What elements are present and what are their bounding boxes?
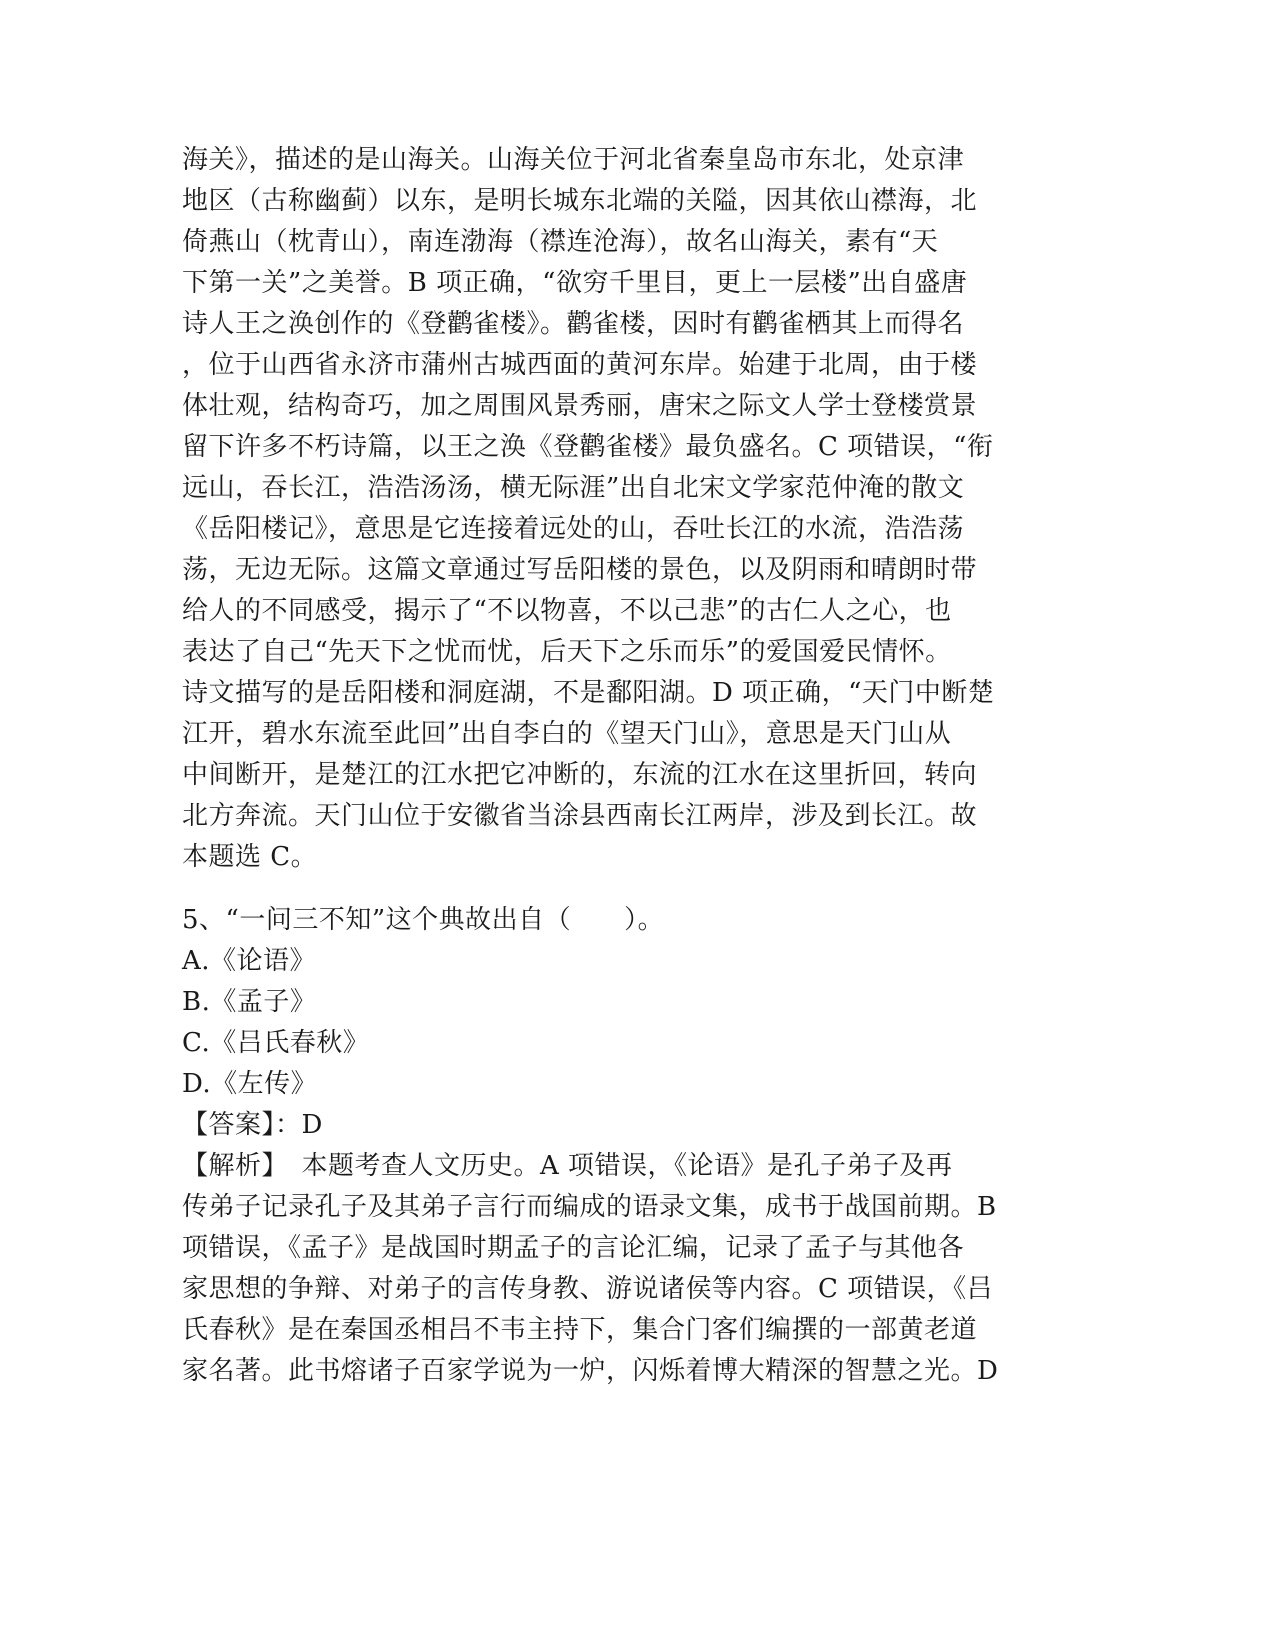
text-line: 给人的不同感受，揭示了“不以物喜，不以己悲”的古仁人之心，也 [182, 596, 952, 626]
text-line: 北方奔流。天门山位于安徽省当涂县西南长江两岸，涉及到长江。故 [182, 801, 978, 831]
question-5 [182, 900, 1082, 1392]
explanation-line: 氏春秋》是在秦国丞相吕不韦主持下，集合门客们编撰的一部黄老道 [182, 1315, 978, 1345]
option-b: B.《孟子》 [182, 987, 317, 1017]
text-line: 诗人王之涣创作的《登鹳雀楼》。鹳雀楼，因时有鹳雀栖其上而得名 [182, 309, 965, 339]
text-line: 远山，吞长江，浩浩汤汤，横无际涯”出自北宋文学家范仲淹的散文 [182, 473, 965, 503]
text-line: 荡，无边无际。这篇文章通过写岳阳楼的景色，以及阴雨和晴朗时带 [182, 555, 978, 585]
question-stem: 5、“一问三不知”这个典故出自（ ）。 [182, 905, 665, 935]
option-c: C.《吕氏春秋》 [182, 1028, 370, 1058]
answer-line: 【答案】：D [182, 1110, 323, 1140]
text-line: 体壮观，结构奇巧，加之周围风景秀丽，唐宋之际文人学士登楼赏景 [182, 391, 978, 421]
previous-explanation [182, 140, 1082, 878]
explanation-line: 【解析】 本题考查人文历史。A 项错误，《论语》是孔子弟子及再 [182, 1151, 953, 1181]
text-line: 倚燕山（枕青山），南连渤海（襟连沧海），故名山海关，素有“天 [182, 227, 939, 257]
text-line: 本题选 C。 [182, 842, 318, 872]
text-line: 江开，碧水东流至此回”出自李白的《望天门山》，意思是天门山从 [182, 719, 952, 749]
option-a: A.《论语》 [182, 946, 317, 976]
text-line: 地区（古称幽蓟）以东，是明长城东北端的关隘，因其依山襟海，北 [182, 186, 978, 216]
text-line: 《岳阳楼记》，意思是它连接着远处的山，吞吐长江的水流，浩浩荡 [182, 514, 965, 544]
text-line: 诗文描写的是岳阳楼和洞庭湖，不是鄱阳湖。D 项正确，“天门中断楚 [182, 678, 995, 708]
section-gap [182, 878, 1082, 900]
text-line: 留下许多不朽诗篇，以王之涣《登鹳雀楼》最负盛名。C 项错误，“衔 [182, 432, 994, 462]
explanation-line: 项错误，《孟子》是战国时期孟子的言论汇编，记录了孟子与其他各 [182, 1233, 965, 1263]
explanation-line: 家思想的争辩、对弟子的言传身教、游说诸侯等内容。C 项错误，《吕 [182, 1274, 994, 1304]
text-line: 下第一关”之美誉。B 项正确，“欲穷千里目，更上一层楼”出自盛唐 [182, 268, 968, 298]
document-page [182, 140, 1082, 1392]
text-line: 海关》，描述的是山海关。山海关位于河北省秦皇岛市东北，处京津 [182, 145, 965, 175]
option-d: D.《左传》 [182, 1069, 318, 1099]
explanation-line: 家名著。此书熔诸子百家学说为一炉，闪烁着博大精深的智慧之光。D [182, 1356, 999, 1386]
explanation-line: 传弟子记录孔子及其弟子言行而编成的语录文集，成书于战国前期。B [182, 1192, 997, 1222]
text-line: 表达了自己“先天下之忧而忧，后天下之乐而乐”的爱国爱民情怀。 [182, 637, 952, 667]
text-line: 中间断开，是楚江的江水把它冲断的，东流的江水在这里折回，转向 [182, 760, 978, 790]
text-line: ，位于山西省永济市蒲州古城西面的黄河东岸。始建于北周，由于楼 [182, 350, 978, 380]
